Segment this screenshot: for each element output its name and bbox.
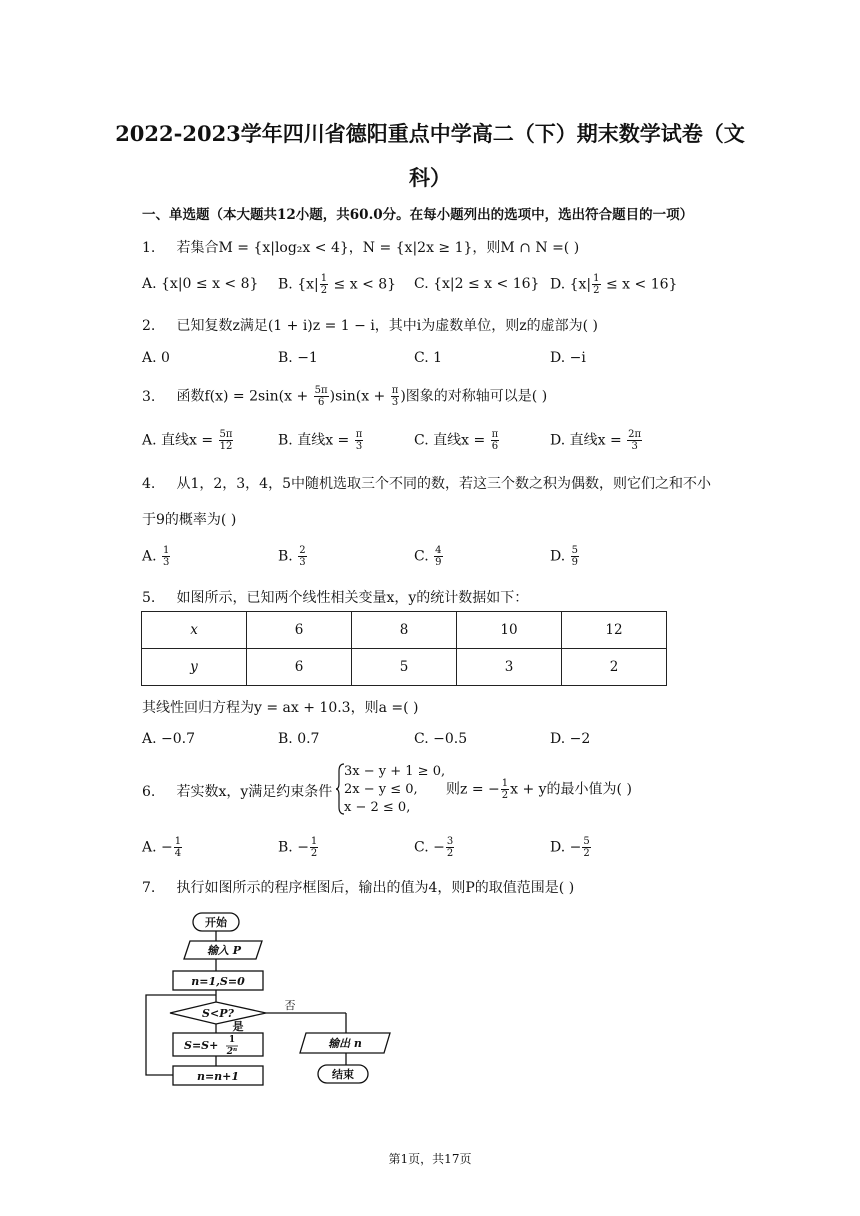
option-b[interactable] [278,836,319,859]
option-a[interactable] [142,429,234,452]
option-text: D. {x| [550,276,592,293]
question-stem: 执行如图所示的程序框图后，输出的值为4，则P的取值范围是( ) [176,880,575,896]
flow-assign-label: S=S+ [184,1039,219,1052]
flow-assign-denominator: 2ⁿ [226,1047,238,1057]
question-3 [142,385,547,408]
denominator: 4 [174,848,182,859]
fraction [310,836,318,859]
section-heading: 一、单选题（本大题共12小题，共60.0分。在每小题列出的选项中，选出符合题目的一项） [142,207,694,223]
table-cell: 12 [562,612,667,649]
option-c[interactable]: C. 1 [414,350,443,366]
option-d[interactable] [550,545,580,568]
option-text: B. [278,548,298,565]
numerator: π [355,429,363,440]
fraction [592,273,600,296]
table-cell: y [142,649,247,686]
table-cell: 8 [352,612,457,649]
question-6 [142,781,332,801]
option-c[interactable] [414,836,455,859]
question-number: 6. [142,784,156,800]
numerator: 2π [628,429,642,440]
exam-title [100,112,760,200]
option-text: ≤ x < 8} [329,276,397,293]
denominator: 9 [571,557,579,568]
question-stem: 若集合M = {x|log₂x < 4}，N = {x|2x ≥ 1}，则M ∩ N =( ) [176,240,580,256]
question-number: 4. [142,476,156,492]
numerator: 4 [435,545,442,556]
table-cell: 2 [562,649,667,686]
table-cell: 6 [247,649,352,686]
option-text: B. − [278,839,309,856]
flow-output-label: 输出 n [328,1037,362,1050]
numerator: 5 [583,836,590,847]
table-row [142,612,667,649]
constraint-system [344,763,445,817]
constraint-1: 3x − y + 1 ≥ 0, [344,764,446,779]
question-5 [142,587,528,607]
table-cell: 3 [457,649,562,686]
denominator: 2 [583,848,590,859]
fraction [446,836,454,859]
question-7 [142,877,574,897]
option-text: B. 直线x = [278,432,354,449]
question-6-objective [446,778,632,801]
option-a[interactable] [142,545,171,568]
option-d[interactable] [550,836,592,859]
page-footer: 第1页，共17页 [388,1152,472,1166]
option-c[interactable]: C. {x|2 ≤ x < 16} [414,276,540,292]
table-cell: x [142,612,247,649]
option-a[interactable] [142,836,183,859]
fraction [627,429,642,452]
denominator: 2 [446,848,454,859]
question-4 [142,473,711,493]
option-c[interactable] [414,545,444,568]
denominator: 2 [501,790,509,801]
option-text: ≤ x < 16} [601,276,678,293]
denominator: 3 [631,441,638,452]
table-cell: 10 [457,612,562,649]
denominator: 3 [163,557,170,568]
denominator: 12 [219,441,233,452]
option-text: D. − [550,839,582,856]
question-stem: 从1，2，3，4，5中随机选取三个不同的数，若这三个数之积为偶数，则它们之和不小 [176,476,711,492]
question-number: 2. [142,318,156,334]
fraction [582,836,590,859]
question-stem: 若实数x，y满足约束条件 [176,784,333,800]
numerator: 5 [571,545,579,556]
table-row [142,649,667,686]
question-stem: 函数f(x) = 2sin(x + [176,388,313,405]
option-b[interactable] [278,545,308,568]
flow-yes-label: 是 [232,1020,244,1033]
denominator: 2 [310,848,318,859]
constraint-3: x − 2 ≤ 0, [344,800,411,815]
option-c[interactable] [414,429,500,452]
numerator: π [491,429,499,440]
denominator: 2 [593,285,600,296]
numerator: 5π [219,429,233,440]
fraction [355,429,364,452]
table-cell: 5 [352,649,457,686]
flow-assign-numerator: 1 [228,1035,236,1045]
flow-end-label: 结束 [332,1068,354,1081]
numerator: 3 [446,836,454,847]
numerator: π [391,385,399,396]
numerator: 1 [163,545,170,556]
fraction [491,429,500,452]
option-b[interactable] [278,429,364,452]
numerator: 1 [501,778,509,789]
option-text: D. [550,548,570,565]
option-text: A. − [142,839,173,856]
option-text: C. 直线x = [414,432,490,449]
question-1 [142,237,579,257]
option-b[interactable] [278,273,396,296]
constraint-2: 2x − y ≤ 0, [344,782,418,797]
fraction [314,385,329,408]
numerator: 2 [299,545,306,556]
option-a[interactable]: A. −0.7 [142,731,196,747]
denominator: 3 [391,397,399,408]
fraction [298,545,306,568]
question-stem: 则z = − [446,781,500,798]
option-text: A. 直线x = [142,432,218,449]
flow-init-label: n=1,S=0 [191,975,245,988]
denominator: 6 [491,441,499,452]
option-b[interactable]: B. 0.7 [278,731,320,747]
question-5-continued: 其线性回归方程为y = ax + 10.3，则a =( ) [142,700,419,716]
option-text: C. − [414,839,445,856]
numerator: 1 [174,836,182,847]
fraction [571,545,579,568]
denominator: 9 [435,557,442,568]
numerator: 1 [310,836,318,847]
flow-increment-label: n=n+1 [196,1070,240,1083]
denominator: 6 [317,397,325,408]
question-stem: )图象的对称轴可以是( ) [400,388,548,405]
question-number: 1. [142,240,156,256]
flow-condition-label: S<P? [202,1007,234,1020]
question-stem: 已知复数z满足(1 + i)z = 1 − i，其中i为虚数单位，则z的虚部为( ) [176,318,599,334]
table-cell: 6 [247,612,352,649]
option-c[interactable]: C. −0.5 [414,731,468,747]
flow-no-label: 否 [284,999,296,1012]
flow-start-label: 开始 [205,916,227,929]
question-number: 3. [142,388,156,405]
question-stem: 如图所示，已知两个线性相关变量x，y的统计数据如下： [176,590,529,606]
option-a[interactable]: A. {x|0 ≤ x < 8} [142,276,259,292]
data-table [141,611,667,686]
flow-input-label: 输入 P [206,944,242,957]
denominator: 2 [320,285,328,296]
numerator: 5π [314,385,328,396]
fraction [320,273,328,296]
question-2 [142,315,598,335]
option-d[interactable] [550,273,677,296]
fraction [391,385,400,408]
denominator: 3 [355,441,363,452]
option-text: C. [414,548,434,565]
question-number: 5. [142,590,156,606]
fraction [501,778,509,801]
option-text: D. 直线x = [550,432,627,449]
option-d[interactable]: D. −2 [550,731,591,747]
title-line-2: 科） [409,165,451,190]
question-stem: )sin(x + [329,388,390,405]
option-text: A. [142,548,162,565]
numerator: 1 [320,273,328,284]
flowchart [140,905,400,1095]
fraction [434,545,442,568]
title-line-1: 2022-2023学年四川省德阳重点中学高二（下）期末数学试卷（文 [115,121,745,146]
question-number: 7. [142,880,156,896]
option-a[interactable]: A. 0 [142,350,170,366]
option-d[interactable] [550,429,643,452]
question-stem: x + y的最小值为( ) [510,781,632,798]
question-4-continued: 于9的概率为( ) [142,512,237,528]
fraction [219,429,234,452]
fraction [174,836,182,859]
denominator: 3 [299,557,306,568]
numerator: 1 [593,273,600,284]
option-b[interactable]: B. −1 [278,350,318,366]
option-text: B. {x| [278,276,319,293]
fraction [162,545,170,568]
option-d[interactable]: D. −i [550,350,586,366]
